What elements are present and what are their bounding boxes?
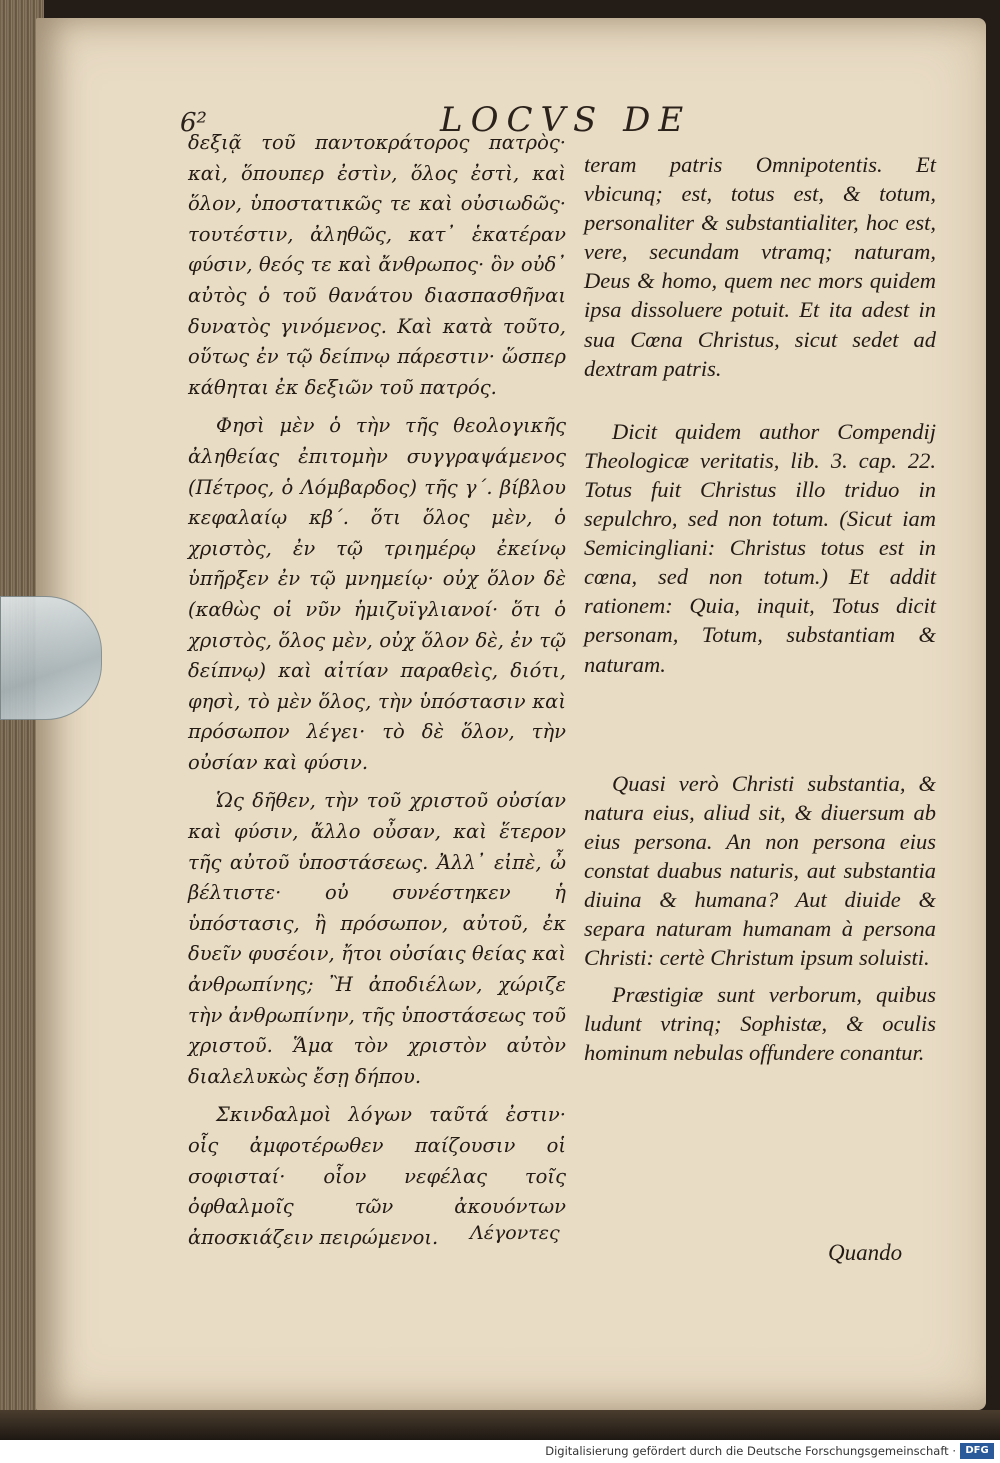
greek-paragraph-1: δεξιᾷ τοῦ παντοκράτορος πατρὸς· καὶ, ὅπουπερ ἐστὶν, ὅλος ἐστὶ, καὶ ὅλον, ὑποστατικῶς τε καὶ οὐσιωδῶς· τουτέστιν, ἀληθῶς, κατ᾽ ἑκατέραν φύσιν, θεός τε καὶ ἄνθρωπος· ὃν οὐδ᾽ αὐτὸς ὁ τοῦ θανάτου διασπασθῆναι δυνατὸς γινόμενος. Καὶ κατὰ τοῦτο, οὕτως ἐν τῷ δείπνῳ πάρεστιν· ὥσπερ κάθηται ἐκ δεξιῶν τοῦ πατρός. (188, 131, 566, 399)
greek-paragraph-2: Φησὶ μὲν ὁ τὴν τῆς θεολογικῆς ἀληθείας ἐπιτομὴν συγγραψάμενος (Πέτρος, ὁ Λόμβαρδος) τῆς γ΄. βίβλου κεφαλαίῳ κβ΄. ὅτι ὅλος μὲν, ὁ χριστὸς, ἐν τῷ τριημέρῳ ἐκείνῳ ὑπῆρξεν ἐν τῷ μνημείῳ· οὐχ ὅλον δὲ (καθὼς οἱ νῦν ἡμιζυϊγλιανοί· ὅτι ὁ χριστὸς, ὅλος μὲν, οὐχ ὅλον δὲ, ἐν τῷ δείπνῳ) καὶ αἰτίαν παραθεὶς, διότι, φησὶ, τὸ μὲν ὅλος, τὴν ὑπόστασιν καὶ πρόσωπον λέγει· τὸ δὲ ὅλον, τὴν οὐσίαν καὶ φύσιν. (188, 414, 566, 774)
page-number: 6² (180, 108, 207, 138)
latin-paragraph-2: Dicit quidem author Compendij Theologicæ veritatis, lib. 3. cap. 22. Totus fuit Christus illo triduo in sepulchro, sed non totum. (Sicut iam Semicingliani: Christus totus est in cœna, sed non totum.) Et addit rationem: Quia, inquit, Totus dicit personam, Totum, substantiam & naturam. (584, 418, 936, 677)
greek-catchword: Λέγοντες (470, 1222, 560, 1244)
running-title: LOCVS DE (440, 100, 692, 140)
greek-paragraph-3: Ὡς δῆθεν, τὴν τοῦ χριστοῦ οὐσίαν καὶ φύσιν, ἄλλο οὖσαν, καὶ ἕτερον τῆς αὐτοῦ ὑποστάσεως. Ἀλλ᾽ εἰπὲ, ὦ βέλτιστε· οὐ συνέστηκεν ἡ ὑπόστασις, ἢ πρόσωπον, αὐτοῦ, ἐκ δυεῖν φυσέοιν, ἤτοι οὐσίαις θείας καὶ ἀνθρωπίνης; Ἢ ἀποδιέλων, χώριζε τὴν ἀνθρωπίνην, τῆς ὑποστάσεως τοῦ χριστοῦ. Ἅμα τὸν χριστὸν αὐτὸν διαλελυκὼς ἔσῃ δήπου. (188, 789, 566, 1088)
latin-paragraph-1: teram patris Omnipotentis. Et vbicunq; est, totus est, & totum, personaliter & substantialiter, hoc est, vere, secundam vtramq; naturam, Deus & homo, quem nec mors quidem ipsa dissoluere potuit. Et ita adest in sua Cœna Christus, sicut sedet ad dextram patris. (584, 152, 936, 381)
latin-paragraph-4: Præstigiæ sunt verborum, quibus ludunt vtrinq; Sophistæ, & oculis hominum nebulas offundere conantur. (584, 982, 936, 1066)
latin-catchword: Quando (828, 1240, 903, 1265)
greek-column (188, 128, 566, 1253)
greek-paragraph-4: Σκινδαλμοὶ λόγων ταῦτά ἐστιν· οἷς ἀμφοτέρωθεν παίζουσιν οἱ σοφισταί· οἷον νεφέλας τοῖς ὀφθαλμοῖς τῶν ἀκουόντων ἀποσκιάζειν πειρώμενοι. (188, 1103, 566, 1249)
latin-paragraph-3: Quasi verò Christi substantia, & natura eius, aliud sit, & diuersum ab eius persona. An non persona eius constat duabus naturis, aut substantia diuina & humana? Aut diuide & separa naturam humanam à persona Christi: certè Christum ipsum soluisti. (584, 770, 936, 971)
dfg-logo-icon: DFG (960, 1443, 994, 1459)
footer-credit-text: Digitalisierung gefördert durch die Deutsche Forschungsgemeinschaft · (545, 1444, 956, 1458)
latin-column (584, 150, 936, 1068)
bookmark-clip (0, 596, 102, 720)
book-bottom-edge (0, 1410, 1000, 1440)
digitization-footer (0, 1440, 1000, 1463)
